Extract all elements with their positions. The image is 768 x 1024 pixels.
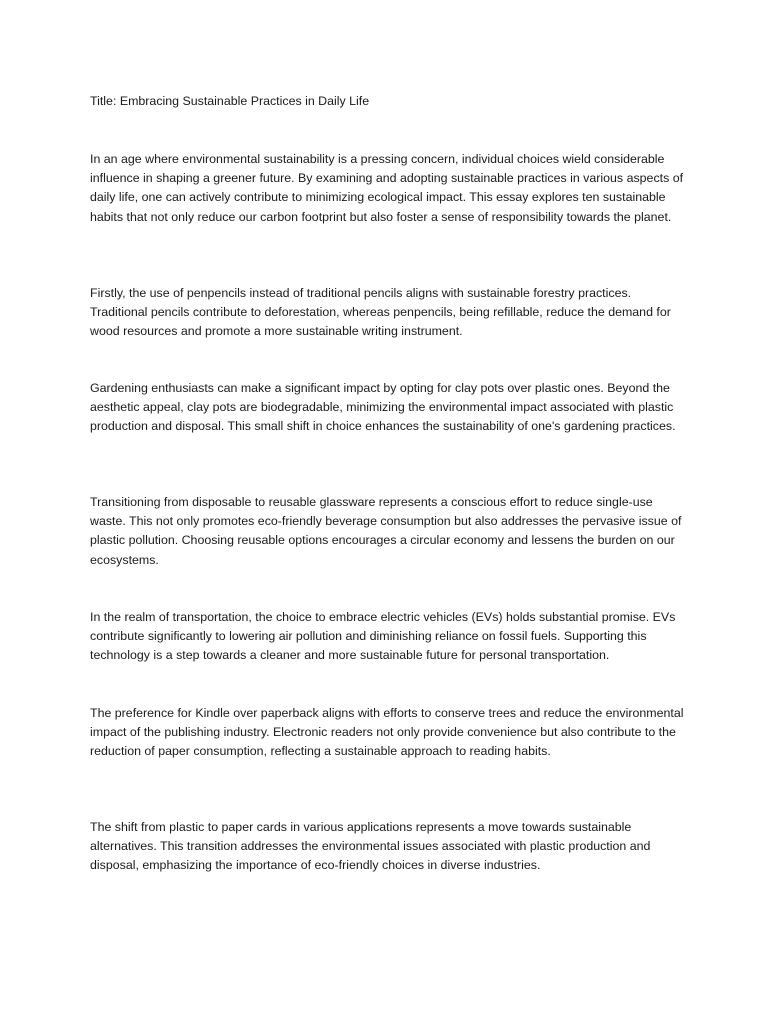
document-title: Title: Embracing Sustainable Practices in Daily Life: [90, 94, 370, 108]
paragraph-kindle: The preference for Kindle over paperback aligns with efforts to conserve trees and reduce the environmental impact of the publishing industry. Electronic readers not only provide convenience but also contribute to the reduction of paper consumption, reflecting a sustainable approach to reading habits.: [90, 706, 684, 759]
paragraph-paper-cards: The shift from plastic to paper cards in various applications represents a move towards sustainable alternatives. This transition addresses the environmental issues associated with plastic production and disposal, emphasizing the importance of eco-friendly choices in diverse industries.: [90, 820, 651, 873]
paragraph-clay-pots: Gardening enthusiasts can make a significant impact by opting for clay pots over plastic ones. Beyond the aesthetic appeal, clay pots are biodegradable, minimizing the environmental impact associated with plastic production and disposal. This small shift in choice enhances the sustainability of one's gardening practices.: [90, 381, 676, 434]
paragraph-electric-vehicles: In the realm of transportation, the choice to embrace electric vehicles (EVs) holds substantial promise. EVs contribute significantly to lowering air pollution and diminishing reliance on fossil fuels. Supporting this technology is a step towards a cleaner and more sustainable future for personal transportation.: [90, 610, 676, 663]
paragraph-reusable-glassware: Transitioning from disposable to reusable glassware represents a conscious effort to reduce single-use waste. This not only promotes eco-friendly beverage consumption but also addresses the pervasive issue of plastic pollution. Choosing reusable options encourages a circular economy and lessens the burden on our ecosystems.: [90, 495, 682, 567]
paragraph-introduction: In an age where environmental sustainability is a pressing concern, individual choices wield considerable influence in shaping a greener future. By examining and adopting sustainable practices in various aspects of daily life, one can actively contribute to minimizing ecological impact. This essay explores ten sustainable habits that not only reduce our carbon footprint but also foster a sense of responsibility towards the planet.: [90, 152, 684, 224]
paragraph-penpencils: Firstly, the use of penpencils instead of traditional pencils aligns with sustainable forestry practices. Traditional pencils contribute to deforestation, whereas penpencils, being refillable, reduce the demand for wood resources and promote a more sustainable writing instrument.: [90, 286, 671, 339]
